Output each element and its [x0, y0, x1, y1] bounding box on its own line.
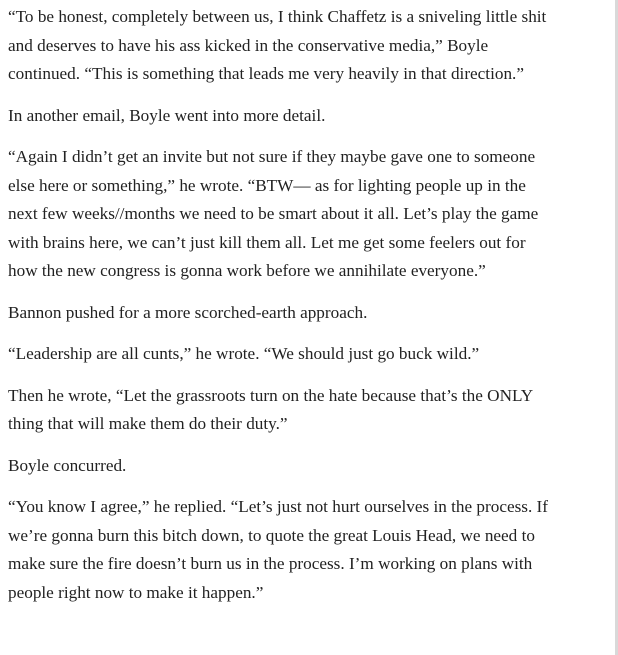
paragraph-another-email — [8, 102, 614, 131]
paragraph-boyle-concurred — [8, 452, 614, 481]
text-line: In another email, Boyle went into more detail. — [8, 105, 326, 125]
paragraph-agree-quote — [8, 493, 614, 607]
text-line: thing that will make them do their duty.” — [8, 414, 288, 433]
text-line: continued. “This is something that leads me very heavily in that direction.” — [8, 64, 524, 83]
text-line: “You know I agree,” he replied. “Let’s just not hurt ourselves in the process. If — [8, 497, 548, 516]
text-line: make sure the fire doesn’t burn us in the process. I’m working on plans with — [8, 554, 533, 573]
text-line: “Leadership are all cunts,” he wrote. “We should just go buck wild.” — [8, 344, 480, 363]
text-line: “To be honest, completely between us, I think Chaffetz is a sniveling little shit — [8, 7, 547, 26]
text-line: “Again I didn’t get an invite but not sure if they maybe gave one to someone — [8, 147, 536, 166]
text-line: we’re gonna burn this bitch down, to quote the great Louis Head, we need to — [8, 525, 535, 545]
text-line: people right now to make it happen.” — [8, 582, 264, 602]
paragraph-chaffetz-quote — [8, 3, 614, 89]
text-line: and deserves to have his ass kicked in the conservative media,” Boyle — [8, 35, 489, 55]
paragraph-grassroots-quote — [8, 382, 614, 439]
text-line: Then he wrote, “Let the grassroots turn on the hate because that’s the ONLY — [8, 385, 534, 405]
text-line: how the new congress is gonna work before we annihilate everyone.” — [8, 261, 486, 280]
paragraph-leadership-quote — [8, 340, 614, 369]
text-line: Boyle concurred. — [8, 455, 127, 475]
article-body — [8, 3, 614, 620]
paragraph-invite-quote — [8, 143, 614, 286]
text-line: Bannon pushed for a more scorched-earth approach. — [8, 302, 368, 322]
text-line: next few weeks//months we need to be smart about it all. Let’s play the game — [8, 204, 539, 223]
paragraph-bannon-pushed — [8, 299, 614, 328]
text-line: with brains here, we can’t just kill them all. Let me get some feelers out for — [8, 232, 526, 252]
text-line: else here or something,” he wrote. “BTW— as for lighting people up in the — [8, 175, 526, 195]
